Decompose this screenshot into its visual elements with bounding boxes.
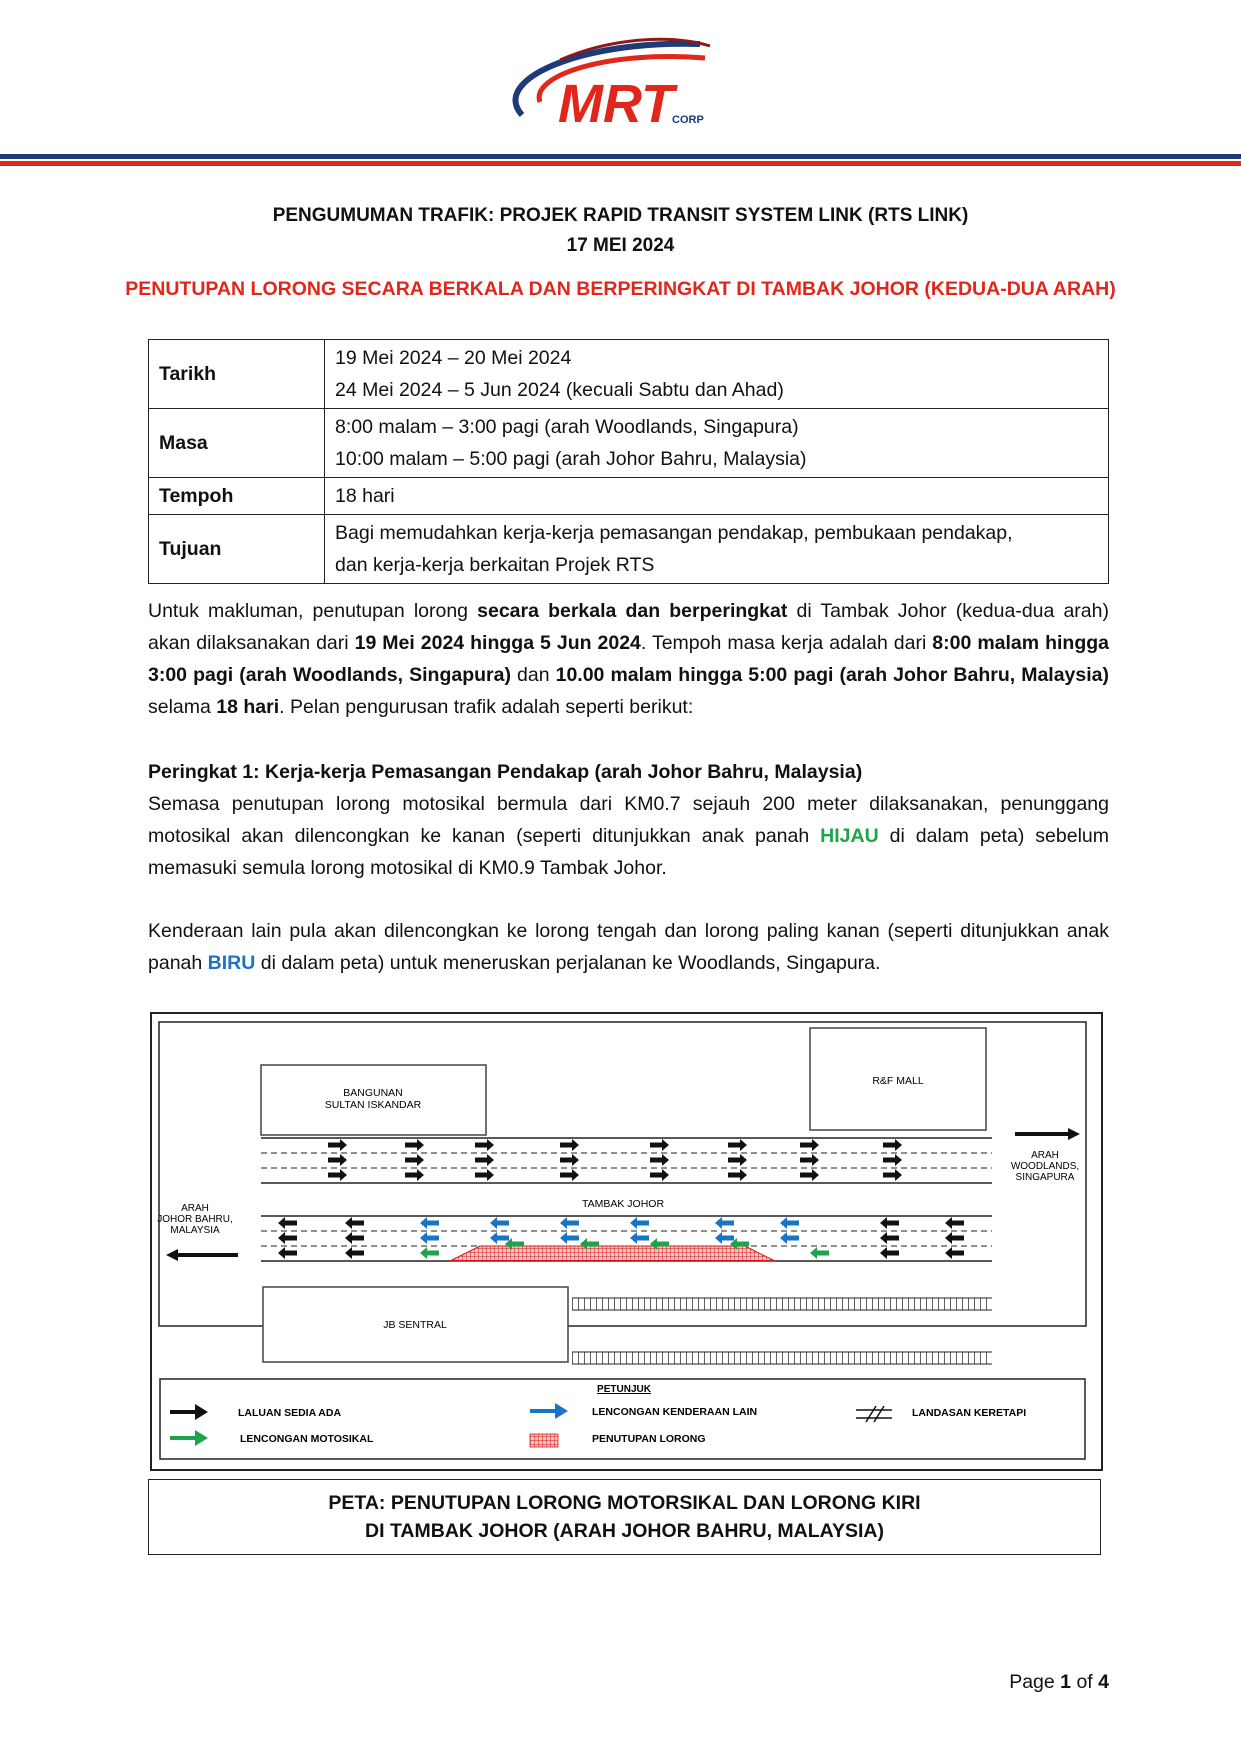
info-line: dan kerja-kerja berkaitan Projek RTS — [335, 554, 655, 576]
legend-label: LANDASAN KERETAPI — [912, 1407, 1027, 1419]
page-number — [1009, 1671, 1109, 1694]
direction-label: MALAYSIA — [170, 1225, 220, 1236]
other-text: di dalam peta) untuk meneruskan perjalanan ke Woodlands, Singapura. — [255, 952, 881, 974]
intro-text: . Pelan pengurusan trafik adalah seperti berikut: — [279, 696, 694, 718]
direction-label: WOODLANDS, — [1010, 1161, 1080, 1172]
building-label: R&F MALL — [872, 1075, 924, 1087]
stage1-heading: Peringkat 1: Kerja-kerja Pemasangan Pendakap (arah Johor Bahru, Malaysia) — [148, 761, 863, 783]
header-stripe-red — [0, 161, 1241, 166]
legend-title: PETUNJUK — [597, 1384, 651, 1395]
legend-label: PENUTUPAN LORONG — [592, 1433, 706, 1445]
info-value — [325, 515, 1109, 584]
legend-closure-icon — [530, 1434, 558, 1447]
info-key: Tujuan — [149, 515, 325, 584]
intro-bold: 19 Mei 2024 hingga 5 Jun 2024 — [354, 632, 641, 654]
building-jb-sentral — [263, 1287, 568, 1362]
info-key: Tarikh — [149, 340, 325, 409]
info-value — [325, 340, 1109, 409]
info-row-tarikh — [149, 340, 1109, 409]
green-keyword: HIJAU — [820, 825, 879, 847]
announcement-title: PENGUMUMAN TRAFIK: PROJEK RAPID TRANSIT SYSTEM LINK (RTS LINK) — [272, 205, 969, 226]
road-label: TAMBAK JOHOR — [581, 1198, 665, 1210]
announcement-subtitle: PENUTUPAN LORONG SECARA BERKALA DAN BERPERINGKAT DI TAMBAK JOHOR (KEDUA-DUA ARAH) — [125, 278, 1116, 300]
building-label: SULTAN ISKANDAR — [324, 1099, 422, 1111]
page-label: Page — [1009, 1671, 1055, 1693]
info-key: Tempoh — [149, 478, 325, 515]
mrt-corp-logo — [500, 20, 720, 130]
direction-label: SINGAPURA — [1015, 1172, 1075, 1183]
intro-text: Untuk makluman, penutupan lorong — [148, 600, 478, 622]
logo-text: MRT — [558, 74, 674, 130]
direction-label: JOHOR BAHRU, — [157, 1214, 233, 1225]
announcement-date: 17 MEI 2024 — [566, 235, 675, 256]
building-sultan-iskandar — [261, 1065, 486, 1135]
info-row-masa — [149, 409, 1109, 478]
info-table — [148, 339, 1109, 584]
legend-label: LENCONGAN KENDERAAN LAIN — [592, 1406, 758, 1418]
intro-paragraph — [148, 595, 1109, 723]
intro-text: dan — [510, 664, 556, 686]
intro-bold: 10.00 malam hingga 5:00 pagi (arah Johor Bahru, Malaysia) — [555, 664, 1109, 686]
other-text: Kenderaan lain pula akan dilencongkan ke lorong tengah dan lorong paling kanan (seperti ditunjukkan anak panah — [148, 920, 1109, 974]
intro-text: selama — [148, 696, 217, 718]
info-line: 8:00 malam – 3:00 pagi (arah Woodlands, Singapura) — [335, 416, 799, 438]
info-line: 10:00 malam – 5:00 pagi (arah Johor Bahru, Malaysia) — [335, 448, 807, 470]
blue-keyword: BIRU — [207, 952, 256, 974]
stage1-section — [148, 756, 1109, 884]
intro-text: di Tambak Johor (kedua-dua arah) akan dilaksanakan dari — [148, 600, 1109, 654]
info-line: 24 Mei 2024 – 5 Jun 2024 (kecuali Sabtu dan Ahad) — [335, 379, 784, 401]
other-vehicles-paragraph — [148, 915, 1109, 979]
page-of: of — [1076, 1671, 1093, 1693]
stage1-text: Semasa penutupan lorong motosikal bermula dari KM0.7 sejauh 200 meter dilaksanakan, penunggang motosikal akan dilencongkan ke kanan (seperti ditunjukkan anak panah — [148, 793, 1109, 847]
map-legend — [160, 1379, 1085, 1459]
building-label: BANGUNAN — [343, 1087, 403, 1099]
building-label: JB SENTRAL — [383, 1319, 447, 1331]
legend-label: LALUAN SEDIA ADA — [238, 1407, 342, 1419]
intro-bold: 18 hari — [216, 696, 280, 718]
legend-label: LENCONGAN MOTOSIKAL — [240, 1433, 374, 1445]
intro-bold: secara berkala dan berperingkat — [477, 600, 788, 622]
info-line: 18 hari — [335, 485, 395, 507]
info-line: Bagi memudahkan kerja-kerja pemasangan pendakap, pembukaan pendakap, — [335, 522, 1013, 544]
info-key: Masa — [149, 409, 325, 478]
page-total: 4 — [1098, 1671, 1109, 1693]
info-value — [325, 478, 1109, 515]
info-row-tujuan — [149, 515, 1109, 584]
intro-text: . Tempoh masa kerja adalah dari — [640, 632, 933, 654]
info-line: 19 Mei 2024 – 20 Mei 2024 — [335, 347, 572, 369]
logo-sub: CORP — [672, 114, 704, 126]
header-stripe-navy — [0, 154, 1241, 159]
caption-line: DI TAMBAK JOHOR (ARAH JOHOR BAHRU, MALAYSIA) — [365, 1520, 884, 1542]
stage1-text: di dalam peta) sebelum memasuki semula lorong motosikal di KM0.9 Tambak Johor. — [148, 825, 1109, 879]
direction-label: ARAH — [1031, 1150, 1059, 1161]
info-value — [325, 409, 1109, 478]
building-rf-mall — [810, 1028, 986, 1130]
info-row-tempoh — [149, 478, 1109, 515]
map-caption — [148, 1479, 1101, 1555]
lane-closure-area — [450, 1246, 775, 1261]
intro-bold: 8:00 malam hingga 3:00 pagi (arah Woodlands, Singapura) — [148, 632, 1109, 686]
caption-line: PETA: PENUTUPAN LORONG MOTORSIKAL DAN LORONG KIRI — [328, 1492, 921, 1514]
page-current: 1 — [1060, 1671, 1072, 1693]
direction-label: ARAH — [181, 1203, 209, 1214]
traffic-map — [150, 1012, 1103, 1471]
